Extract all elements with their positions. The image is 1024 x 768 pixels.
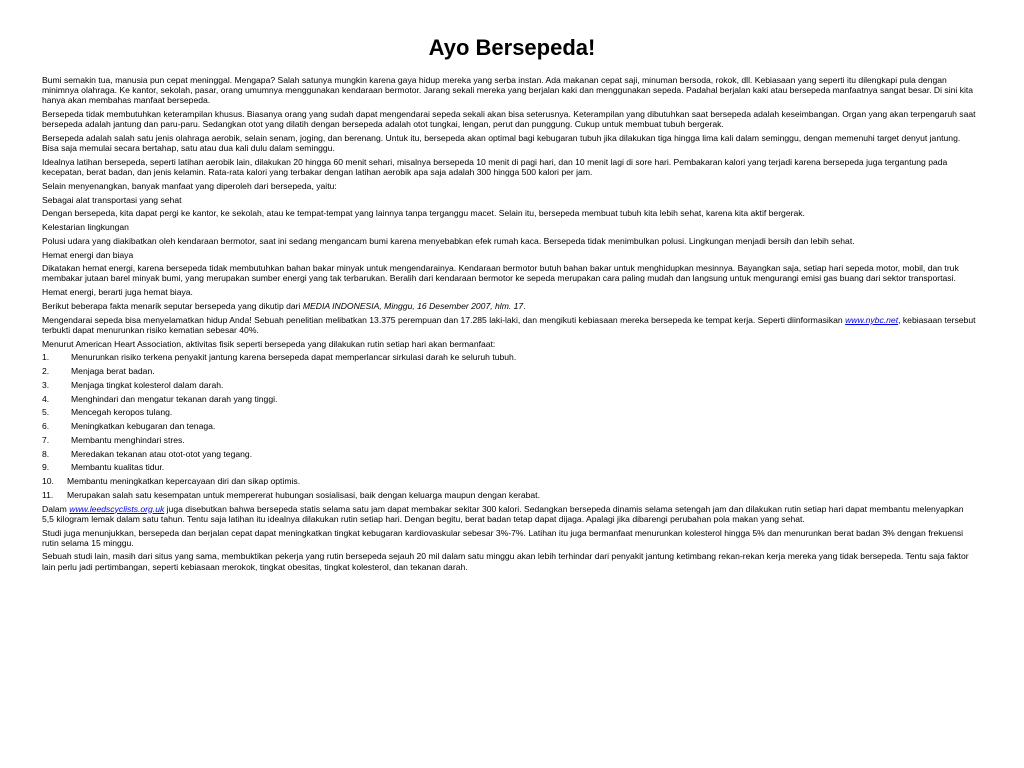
paragraph: Dikatakan hemat energi, karena bersepeda tidak membutuhkan bahan bakar minyak untuk mengendarainya. Kendaraan bermotor butuh bahan bakar untuk menghidupkan mesinnya. Bayangkan saja, setiap hari sepeda motor, mobil, dan truk membakar jutaan barel minyak bumi, yang merupakan sumber energi yang tak terbarukan. Beralih dari kendaraan bermotor ke sepeda merupakan cara paling mudah dan langsung untuk mengurangi emisi gas buang dari sektor transportasi.	[42, 263, 959, 284]
list-item	[42, 421, 976, 431]
list-number: 5.	[42, 407, 50, 418]
list-item	[42, 449, 976, 459]
paragraph	[42, 315, 976, 335]
list-number: 3.	[42, 379, 50, 390]
paragraph	[42, 504, 976, 524]
list-number: 4.	[42, 393, 50, 404]
list-item	[42, 407, 976, 417]
paragraph: Dengan bersepeda, kita dapat pergi ke kantor, ke sekolah, atau ke tempat-tempat yang lainnya tanpa terganggu macet. Selain itu, bersepeda membuat tubuh kita lebih sehat, karena kita aktif bergerak.	[42, 208, 805, 219]
paragraph: Studi juga menunjukkan, bersepeda dan berjalan cepat dapat meningkatkan tingkat kebugaran kardiovaskular sebesar 3%-7%. Latihan itu juga bermanfaat menurunkan kolesterol hingga 5% dan menurunkan berat badan 3% dengan frekuensi rutin selama 15 minggu.	[42, 527, 964, 548]
list-number: 6.	[42, 421, 50, 432]
list-item-text: Menjaga tingkat kolesterol dalam darah.	[71, 379, 224, 390]
list-item-text: Menurunkan risiko terkena penyakit jantung karena bersepeda dapat memperlancar sirkulasi darah ke seluruh tubuh.	[71, 352, 517, 363]
list-item	[42, 352, 976, 362]
list-item	[42, 462, 976, 472]
paragraph-text: juga disebutkan bahwa bersepeda statis selama satu jam dapat membakar sekitar 300 kalori. Sedangkan bersepeda dinamis selama setengah jam dan dilakukan rutin setiap hari dapat membantu melenyapkan 5,5 kilogram lemak dalam satu tahun. Tentu saja latihan itu idealnya dilakukan rutin setiap hari. Dengan begitu, berat badan tetap dapat dijaga. Apalagi jika dibarengi perubahan pola makan yang sehat.	[42, 503, 964, 524]
list-number: 8.	[42, 448, 50, 459]
list-item	[42, 366, 976, 376]
paragraph-text: , kebiasaan tersebut terbukti dapat menurunkan risiko kematian sebesar 40%.	[42, 314, 976, 335]
paragraph-text: Mengendarai sepeda bisa menyelamatkan hidup Anda! Sebuah penelitian melibatkan 13.375 perempuan dan 17.285 laki-laki, dan mengikuti kebiasaan mereka bersepeda ke tempat kerja. Seperti diinformasikan	[42, 314, 846, 325]
paragraph: Menurut American Heart Association, aktivitas fisik seperti bersepeda yang dilakukan rutin setiap hari akan bermanfaat:	[42, 338, 496, 349]
leedscyclists-link[interactable]: www.leedscyclists.org.uk	[69, 503, 165, 514]
list-number: 11.	[42, 489, 54, 500]
paragraph: Bersepeda tidak membutuhkan keterampilan khusus. Biasanya orang yang sudah dapat mengendarai sepeda sekali akan bisa seterusnya. Keterampilan yang dibutuhkan saat bersepeda adalah keseimbangan. Organ yang akan terpengaruh saat bersepeda adalah jantung dan paru-paru. Sedangkan otot yang dilatih dengan bersepeda adalah otot tungkai, lengan, perut dan punggung. Cukup untuk membuat tubuh bergerak.	[42, 109, 976, 130]
paragraph-text: .	[523, 300, 526, 311]
paragraph: Polusi udara yang diakibatkan oleh kendaraan bermotor, saat ini sedang mengancam bumi karena menyebabkan efek rumah kaca. Bersepeda tidak menimbulkan polusi. Lingkungan menjadi bersih dan lebih sehat.	[42, 235, 855, 246]
list-item-text: Membantu kualitas tidur.	[71, 462, 165, 473]
list-number: 10.	[42, 476, 54, 487]
list-item-text: Meningkatkan kebugaran dan tenaga.	[71, 421, 216, 432]
paragraph: Bumi semakin tua, manusia pun cepat meninggal. Mengapa? Salah satunya mungkin karena gaya hidup mereka yang serba instan. Ada makanan cepat saji, minuman bersoda, rokok, dll. Kebiasaan yang seperti itu dilengkapi pula dengan minimnya olahraga. Ke kantor, sekolah, pasar, orang umumnya menggunakan kendaraan bermotor. Jarang sekali mereka yang berjalan kaki dan menggunakan sepeda. Padahal berjalan kaki atau bersepeda manfaatnya sangat besar. Di sini kita hanya akan membahas manfaat bersepeda.	[42, 75, 974, 106]
list-item-text: Merupakan salah satu kesempatan untuk mempererat hubungan sosialisasi, baik dengan keluarga maupun dengan kerabat.	[67, 489, 540, 500]
list-item-text: Menghindari dan mengatur tekanan darah yang tinggi.	[71, 393, 278, 404]
paragraph-text: Dalam	[42, 503, 70, 514]
slide-content	[42, 75, 976, 575]
source-citation: MEDIA INDONESIA, Minggu, 16 Desember 2007, hlm. 17	[302, 300, 524, 311]
list-item	[42, 435, 976, 445]
paragraph: Bersepeda adalah salah satu jenis olahraga aerobik, selain senam, joging, dan berenang. Untuk itu, bersepeda akan optimal bagi kebugaran tubuh jika dilakukan tiga hingga lima kali dalam seminggu, dengan memenuhi target denyut jantung. Bisa saja memulai secara bertahap, satu atau dua kali dulu dalam seminggu.	[42, 132, 961, 154]
list-item-text: Membantu menghindari stres.	[71, 434, 185, 445]
list-item-text: Membantu meningkatkan kepercayaan diri dan sikap optimis.	[67, 476, 301, 487]
list-number: 7.	[42, 434, 50, 445]
list-number: 9.	[42, 462, 50, 473]
list-item	[42, 490, 976, 500]
paragraph: Sebuah studi lain, masih dari situs yang sama, membuktikan pekerja yang rutin bersepeda sejauh 20 mil dalam satu minggu akan lebih terhindar dari penyakit jantung ketimbang rekan-rekan kerja mereka yang tidak bersepeda. Tentu saja faktor lain perlu jadi pertimbangan, seperti kebiasaan merokok, tingkat obesitas, tingkat kolesterol, dan tekanan darah.	[42, 551, 969, 572]
benefits-list	[42, 352, 976, 500]
subheading: Kelestarian lingkungan	[42, 222, 129, 233]
list-item-text: Meredakan tekanan atau otot-otot yang tegang.	[71, 448, 253, 459]
paragraph: Selain menyenangkan, banyak manfaat yang diperoleh dari bersepeda, yaitu:	[42, 180, 337, 191]
list-item-text: Menjaga berat badan.	[71, 366, 155, 377]
list-item	[42, 394, 976, 404]
list-number: 1.	[42, 352, 50, 363]
slide-title: Ayo Bersepeda!	[428, 35, 596, 60]
paragraph	[42, 301, 976, 311]
paragraph: Idealnya latihan bersepeda, seperti latihan aerobik lain, dilakukan 20 hingga 60 menit sehari, misalnya bersepeda 10 menit di pagi hari, dan 10 menit lagi di sore hari. Pembakaran kalori yang terjadi karena bersepeda juga tergantung pada kecepatan, berat badan, dan jenis kelamin. Rata-rata kalori yang terbakar dengan latihan aerobik apa saja adalah 300 hingga 500 kalori per jam.	[42, 156, 948, 178]
paragraph: Hemat energi, berarti juga hemat biaya.	[42, 287, 193, 298]
list-item-text: Mencegah keropos tulang.	[71, 407, 173, 418]
list-number: 2.	[42, 366, 50, 377]
list-item	[42, 476, 976, 486]
subheading: Hemat energi dan biaya	[42, 249, 134, 260]
list-item	[42, 380, 976, 390]
nybc-link[interactable]: www.nybc.net	[845, 314, 899, 325]
subheading: Sebagai alat transportasi yang sehat	[42, 194, 182, 205]
paragraph-text: Berikut beberapa fakta menarik seputar bersepeda yang dikutip dari	[42, 300, 303, 311]
